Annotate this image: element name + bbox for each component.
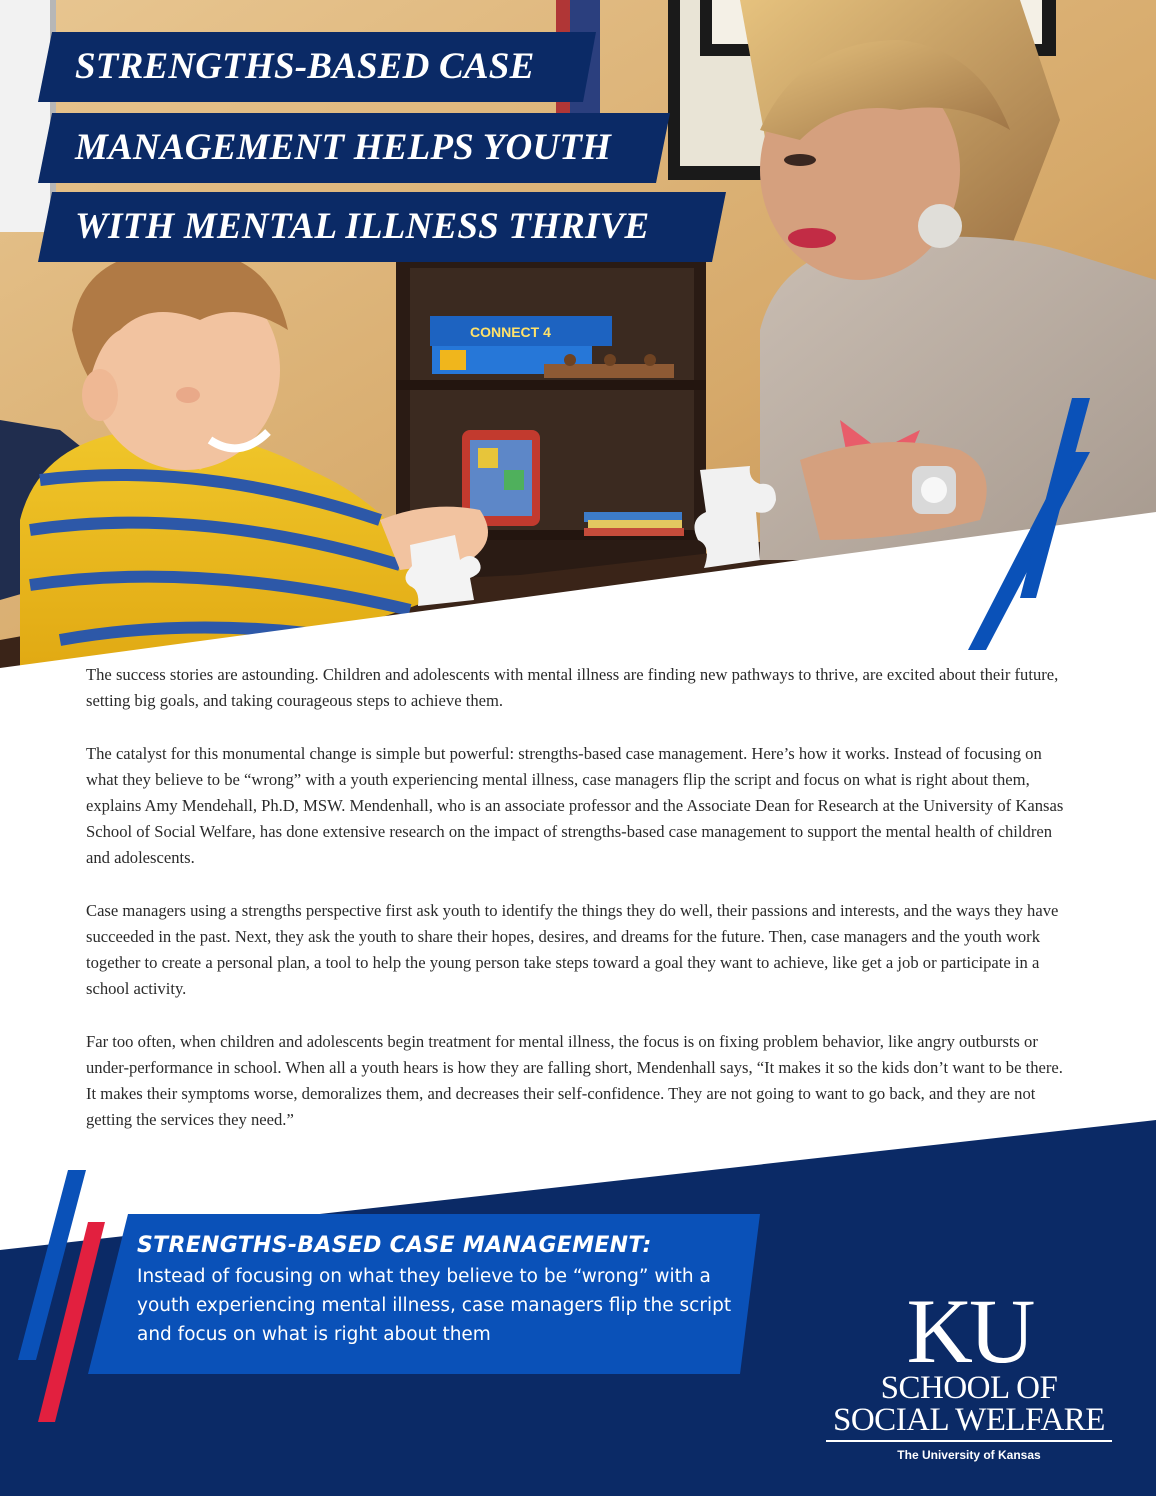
logo-line-1: SCHOOL OF [880,1370,1058,1406]
paragraph-2: The catalyst for this monumental change is simple but powerful: strengths-based case management. Here’s how it works. Instead of focusing on what they believe to be “wrong” with a youth experiencing mental illness, case managers flip the script and focus on what is right about them, explains Amy Mendehall, Ph.D, MSW. Mendenhall, who is an associate professor and the Associate Dean for Research at the University of Kansas School of Social Welfare, has done extensive research on the impact of strengths-based case management to support the mental health of children and adolescents. [86,743,1064,868]
logo-divider [826,1440,1112,1442]
hero-illustration [0,0,1156,680]
title-band-3 [0,192,1156,262]
logo-mark: KU [906,1280,1032,1382]
logo-subtitle: The University of Kansas [897,1448,1041,1462]
callout [137,1232,757,1349]
callout-body: Instead of focusing on what they believe to be “wrong” with a youth experiencing mental illness, case managers flip the script and focus on what is right about them [137,1266,732,1345]
hero-photo [0,0,1156,680]
logo-line-2: SOCIAL WELFARE [833,1402,1105,1438]
title-line-1: STRENGTHS-BASED CASE [75,46,535,87]
title-line-3: WITH MENTAL ILLNESS THRIVE [75,206,650,247]
paragraph-1: The success stories are astounding. Children and adolescents with mental illness are finding new pathways to thrive, are excited about their future, setting big goals, and taking courageous steps to achieve them. [86,665,1059,711]
paragraph-3: Case managers using a strengths perspective first ask youth to identify the things they do well, their passions and interests, and the ways they have succeeded in the past. Next, they ask the youth to share their hopes, desires, and dreams for the future. Then, case managers and the youth work together to create a personal plan, a tool to help the young person take steps toward a goal they want to achieve, like get a job or participate in a school activity. [86,900,1059,999]
paragraph-4: Far too often, when children and adolescents begin treatment for mental illness, the focus is on fixing problem behavior, like angry outbursts or under-performance in school. When all a youth hears is how they are falling short, Mendenhall says, “It makes it so the kids don’t want to be there. It makes their symptoms worse, demoralizes them, and decreases their self-confidence. They are not going to want to go back, and they are not getting the services they need.” [86,1031,1063,1130]
title-band-1 [0,32,1156,102]
article-body [86,662,1076,1160]
wooden-toy [544,364,674,378]
game-box-label: CONNECT 4 [470,324,551,340]
title-band-2 [0,113,1156,183]
ku-logo [826,1280,1112,1462]
callout-heading: STRENGTHS-BASED CASE MANAGEMENT: [137,1233,652,1258]
title-line-2: MANAGEMENT HELPS YOUTH [75,127,612,168]
